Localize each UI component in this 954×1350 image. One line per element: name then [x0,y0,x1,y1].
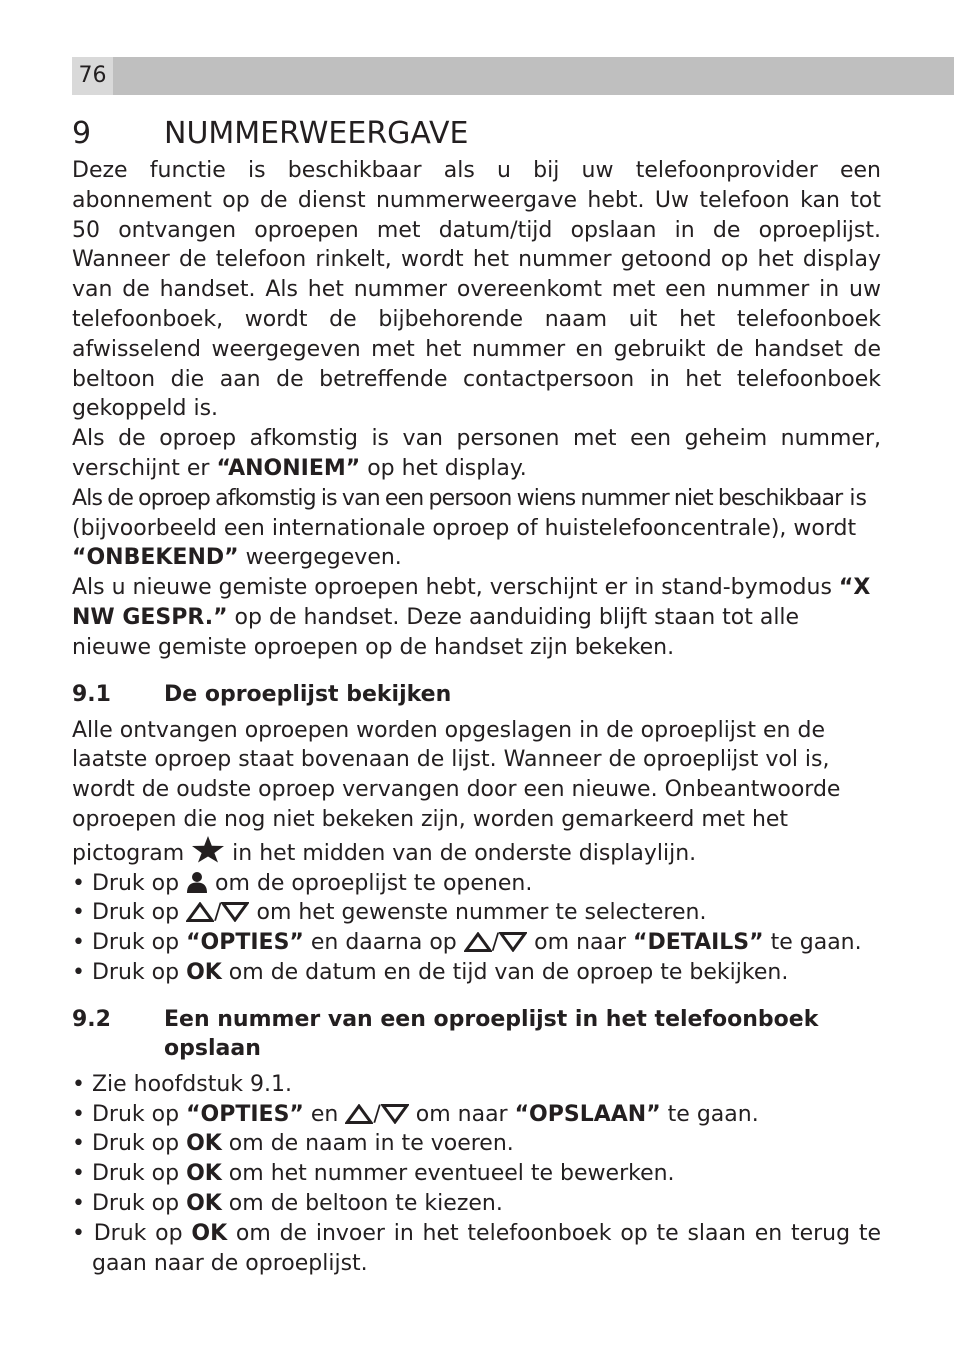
list-item: • Druk op / om het gewenste nummer te selecteren. [72,900,707,926]
page-number: 76 [72,57,113,95]
section-9-2-steps [72,1070,881,1279]
anonymous-paragraph: Als de oproep afkomstig is van personen met een geheim nummer, verschijnt er “ANONIEM” op het display. [72,426,881,481]
list-item: • Druk op om de oproeplijst te openen. [72,870,533,896]
list-item: • Druk op OK om het nummer eventueel te bewerken. [72,1161,675,1187]
section-9-1-steps [72,869,881,988]
intro-paragraph: Deze functie is beschikbaar als u bij uw telefoonprovider een abonnement op de dienst nummerweergave hebt. Uw telefoon kan tot 50 ontvangen oproepen met datum/tijd opslaan in de oproeplijst. Wanneer de telefoon rinkelt, wordt het nummer getoond op het display van de handset. Als het nummer overeenkomt met een nummer in uw telefoonboek, wordt de bijbehorende naam uit het telefoonboek afwisselend weergegeven met het nummer en gebruikt de handset de beltoon die aan de betreffende contactpersoon in het telefoonboek gekoppeld is. [72,158,881,422]
section-heading-9-1: 9.1 De oproeplijst bekijken [72,681,452,707]
section-heading-9-2: 9.2 Een nummer van een oproeplijst in het telefoonboek opslaan [72,1006,819,1061]
chapter-heading [72,112,881,156]
list-item: • Druk op OK om de datum en de tijd van de oproep te bekijken. [72,959,789,985]
chapter-number: 9 [72,116,92,151]
list-item: • Druk op “OPTIES” en / om naar “OPSLAAN” te gaan. [72,1101,759,1127]
unknown-paragraph: Als de oproep afkomstig is van een persoon wiens nummer niet beschikbaar is (bijvoorbeeld een internationale oproep of huistelefooncentrale), wordt “ONBEKEND” weergegeven. [72,485,867,571]
list-item: • Zie hoofdstuk 9.1. [72,1071,292,1097]
missed-calls-paragraph: Als u nieuwe gemiste oproepen hebt, verschijnt er in stand-bymodus “X NW GESPR.” op de handset. Deze aanduiding blijft staan tot alle nieuwe gemiste oproepen op de handset zijn bekeken. [72,575,871,660]
list-item: • Druk op “OPTIES” en daarna op / om naar “DETAILS” te gaan. [72,930,862,956]
chapter-title: NUMMERWEERGAVE [164,116,469,151]
down-triangle-icon [381,1104,409,1124]
section-9-1-paragraph: Alle ontvangen oproepen worden opgeslagen in de oproeplijst en de laatste oproep staat bovenaan de lijst. Wanneer de oproeplijst vol is, wordt de oudste oproep vervangen door een nieuwe. Onbeantwoorde oproepen die nog niet bekeken zijn, worden gemarkeerd met het pictogram in het midden van de onderste displaylijn. [72,717,841,866]
header-bar [72,57,954,95]
down-triangle-icon [221,902,249,922]
up-triangle-icon [345,1104,373,1124]
up-triangle-icon [464,932,492,952]
down-triangle-icon [499,932,527,952]
up-triangle-icon [186,902,214,922]
list-item: • Druk op OK om de beltoon te kiezen. [72,1190,503,1216]
page-content [72,112,881,1278]
list-item: • Druk op OK om de naam in te voeren. [72,1131,514,1157]
missed-call-star-icon [191,835,225,863]
list-item: • Druk op OK om de invoer in het telefoonboek op te slaan en terug te gaan naar de oproeplijst. [72,1220,881,1276]
person-icon [186,871,208,893]
